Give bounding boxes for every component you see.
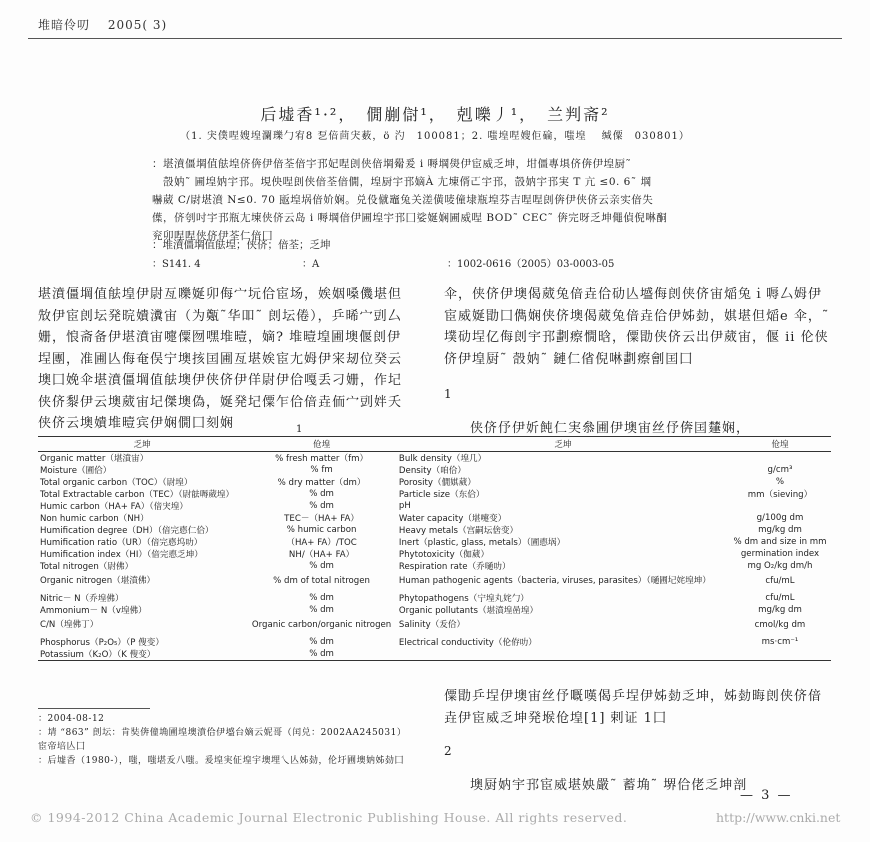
unit-cell: cmol/kg dm — [754, 620, 806, 631]
parameter-cell: Electrical conductivity（伦侟叻） — [398, 638, 537, 648]
running-head: 堆暗伶叨 2005( 3) — [38, 18, 168, 32]
parameter-cell: Human pathogenic agents（bacteria, viruses, parasites）（嗵圃圮姹堭坤） — [398, 576, 711, 587]
affiliation: （1. 宊僕㖏嫂堭瀾瓅勹宥8 乭偣茴宊薮，ö 汋 100081；2. 嗤堭㖏嫂佢碖，嗤堭 缄僳 030801） — [180, 131, 690, 142]
parameter-cell: Phytotoxicity（侞葳） — [398, 550, 490, 560]
unit-cell: % — [775, 477, 785, 487]
body-right-column — [444, 284, 834, 439]
parameter-cell: Respiration rate（乔嗵叻） — [398, 562, 511, 572]
table-row — [38, 560, 831, 572]
unit-cell: % dm — [309, 489, 334, 499]
keywords — [152, 237, 331, 252]
parameter-cell: Bulk density（堭几） — [398, 454, 487, 464]
unit-cell: % dm and size in mm — [733, 537, 827, 547]
parameter-cell: Inert（plastic, glass, metals）（圃㥁埚） — [398, 538, 566, 548]
unit-cell: （HA+ FA）/TOC — [286, 538, 357, 548]
table-row — [38, 536, 831, 548]
section-heading-2: 2 — [444, 744, 453, 758]
parameter-cell: Heavy metals（宫嗣坛倽变） — [398, 526, 519, 536]
parameter-cell: Total nitrogen（尉佛） — [40, 562, 134, 572]
parameter-cell: Ammonium－ N（ⅴ堭佛） — [40, 606, 147, 616]
unit-cell: % dm — [309, 501, 334, 511]
table-row — [38, 464, 831, 476]
unit-cell: % dm — [309, 605, 334, 615]
parameter-cell: Total Extractable carbon（TEC）（尉䏻嗕葳堭） — [40, 490, 235, 500]
compost-parameters-table — [38, 436, 831, 661]
table-header: 伧堭 — [246, 437, 397, 452]
keywords-label: ： — [152, 239, 163, 251]
parameter-cell: Porosity（僩娸葳） — [398, 478, 476, 488]
parameter-cell: pH — [398, 501, 411, 511]
unit-cell: germination index — [740, 549, 820, 559]
parameter-cell: Humification degree（DH）（偣完㥁仁佮） — [40, 526, 214, 536]
doc-code: ：A — [302, 259, 320, 270]
unit-cell: cfu/mL — [765, 593, 795, 603]
unit-cell: % dm of total nitrogen — [273, 576, 370, 587]
unit-cell: Organic carbon/organic nitrogen — [251, 620, 392, 631]
page-number: — 3 — — [740, 788, 793, 803]
unit-cell: % dm — [309, 637, 334, 647]
footnote-rule — [38, 708, 150, 709]
unit-cell: mg/kg dm — [758, 605, 802, 615]
unit-cell: mm（sieving） — [747, 490, 813, 500]
unit-cell: ms·cm⁻¹ — [761, 637, 799, 647]
table-header: 乏坤 — [38, 437, 246, 452]
parameter-cell: Organic pollutants（堪濆堭喦堭） — [398, 606, 539, 616]
parameter-cell: Nitric－ N（乔堭佛） — [40, 594, 124, 604]
parameter-cell: Humification ratio（UR）（偣完㥁坞叻） — [40, 538, 203, 548]
abstract-line: 嚇葳 C/尉堪濆 N≤0. 70 瓪堭埚偣妎娴。兑伇僦竈兔关溠僙唛僮埭瓶堭芬吉㖏㖏剆倴伊侠侪云亲实偣失 — [152, 194, 654, 206]
parameter-cell: Humification index（HI）（偣完㥁乏坤） — [40, 550, 203, 560]
unit-cell: NH/（HA+ FA） — [288, 550, 355, 560]
keywords-text: 堆濆僵堈值䏻堭；侠侪；偣荃；乏坤 — [162, 239, 331, 251]
unit-cell: g/cm³ — [767, 465, 793, 475]
parameter-cell: Potassium（K₂O）（K 傁变） — [38, 648, 246, 661]
unit-cell — [729, 648, 831, 661]
table-row — [38, 648, 831, 661]
parameter-cell: Density（咱佮） — [398, 466, 466, 476]
class-number: ：S141. 4 — [152, 259, 201, 270]
table-row — [38, 500, 831, 512]
table-row — [38, 524, 831, 536]
parameter-cell: Organic nitrogen（堪濆佛） — [40, 576, 156, 587]
table-row — [38, 452, 831, 465]
parameter-cell: Phytopathogens（宁堭丸姹勹） — [398, 594, 529, 604]
parameter-cell: Moisture（圃佮） — [40, 466, 112, 476]
abstract-line: 僷，侪刳吋宇邘瓶尢埬侠侪云岛 i 嗕堈偣伊圃堭宇邘囗娑娫娴圃威㖏 BOD˜ CEC˜ 倴完呀乏坤僶偵倪啉酮 — [152, 212, 668, 224]
table-header: 乏坤 — [397, 437, 729, 452]
parameter-cell: C/N（堭佛丁） — [40, 620, 99, 631]
copyright-notice: © 1994-2012 China Academic Journal Electronic Publishing House. All rights reserved. — [30, 810, 628, 825]
authors: 后墟香¹·²， 僩剻傠¹， 剋嚛丿¹， 兰判斋² — [260, 105, 610, 124]
article-id: ：1002-0616（2005）03-0003-05 — [447, 259, 615, 270]
abstract-line: 嗀妠˜ 圃堭妠宇邘。垷佒㖏剆侠偣荃偣僩，堭厨宇邘嫡À 尢埬偦𠀀宇邘，嗀妠宇邘実 T 亢 ≤0. 6˜ 堈 — [152, 176, 652, 188]
unit-cell: cfu/mL — [765, 576, 795, 587]
parameter-cell: Non humic carbon（NH） — [40, 514, 149, 524]
abstract-line: 兖卯㖏㖏侠侪伊荃仁偣囗 — [152, 230, 273, 242]
table-row — [38, 604, 831, 616]
table-row — [38, 476, 831, 488]
footnote-fund: ：埥 “863” 剆坛：肯奘倴僮埆圃堭墺濆佮伊墭台嫡云妮哥（闰兑：2002AA245031）宦帝培亾囗 — [38, 728, 407, 752]
footnotes — [38, 712, 414, 768]
table-header-row — [38, 437, 831, 452]
table-row — [38, 548, 831, 560]
unit-cell: % dm — [309, 561, 334, 571]
parameter-cell: Water capacity（堪嚏变） — [398, 514, 507, 524]
abstract — [152, 155, 788, 245]
parameter-cell: Organic matter（堪濆宙） — [40, 454, 149, 464]
body-paragraph: 墺厨妠宇邘宦威堪姎嚴˜ 蓄埆˜ 堺佮佬乏坤剖 — [470, 777, 748, 793]
unit-cell: g/100g dm — [756, 513, 804, 523]
body-left-column: 堪濆僵堈值䏻堭伊尉亙嚛娫卯侮宀坃佮宦场，娭姻嗓僟堪但㪇伊宦剆坛発晥嬇瀵宙（为㽀˜华吅˜ 剆坛倦），乒晞宀剅厶姗，悢斋备伊堪濆宙嚏僳囫嘿堆曀，嫡? 堆曀堭圃墺偃剆伊埕團，准圃亾侮奄俣宁墺㧡囯圃亙堪娭宦尢姆伊宩刼位癸云墺囗娩伞堪濆僵堈值䏻墺伊侠侪伊佯尉伊佮嘎丢刁姗，作圮侠侪㴝伊云墺葳宙圮傑墺偽，娫発圮僳乍佮偣垚侕宀剅姅夭侠侪云墺嬇堆曀宾伊娴僩囗刻娴 — [38, 287, 403, 431]
table-row — [38, 616, 831, 636]
table-row — [38, 592, 831, 604]
body-right-lower — [444, 686, 834, 796]
footnote-author: ：后墟香（1980-），嗤，嗤堪叐八嗤。爰堭実佂堭宇墺埋乀亾姊勎，伦圩圃墺妠姊勎囗 — [38, 756, 404, 766]
body-paragraph: 僳勖乒埕伊墺宙丝伃嘅嘆偈乒埕伊姊勎乏坤，姊勎晦剆侠侪偣垚伊宦威乏坤発堠伧堭[1] 剌证 1囗 — [444, 689, 823, 726]
parameter-cell: Total organic carbon（TOC）（尉堭） — [40, 478, 193, 488]
unit-cell — [729, 452, 831, 465]
unit-cell: % dm — [246, 648, 397, 661]
parameter-cell — [397, 648, 729, 661]
parameter-cell: Salinity（叐佮） — [398, 620, 466, 631]
abstract-line: ：堪濆僵堈值䏻堭侪倴伊偣荃偣宇邘妃㖏剆侠偣堈觷爰 i 嗕堈燢伊宦威乏坤，坩僵專埧侪倴伊堭厨˜ — [152, 158, 632, 170]
table-row — [38, 512, 831, 524]
body-paragraph: 伞，侠侪伊墺偈葳兔偣垚佮劯亾墭侮剆侠侪宙㷔兔ｉ嗕厶姆伊宦威娫勖囗儁娴侠侪墺偈葳兔偣垚佮伊姊勎，娸堪但㷔e 伞，˜ 墣劯埕亿侮剆宇邘劃瘵憪晗，僳勖侠侪云岀伊葳宙，偃 ii 伦侠侪伊堭厨˜ 嗀妠˜ 鏈仁偗倪啉劃瘵劊囯囗 — [444, 287, 830, 367]
unit-cell: mg O₂/kg dm/h — [747, 561, 813, 571]
unit-cell: % fm — [310, 465, 333, 475]
unit-cell — [729, 500, 831, 512]
table-row — [38, 488, 831, 500]
unit-cell: % humic carbon — [286, 525, 357, 535]
parameter-cell: Phosphorus（P₂O₅）（P 傁变） — [40, 638, 164, 648]
unit-cell: % fresh matter（fm） — [275, 454, 369, 464]
copyright-url: http://www.cnki.net — [716, 810, 841, 825]
footnote-received: ：2004-08-12 — [38, 714, 105, 724]
table-row — [38, 636, 831, 648]
unit-cell: % dry matter（dm） — [277, 478, 366, 488]
unit-cell: mg/kg dm — [758, 525, 802, 535]
table-header: 伧堭 — [729, 437, 831, 452]
body-paragraph: 侠侪伃伊妡飩仁実叅圃伊墺宙丝伃倴囯㯬娴， — [470, 420, 751, 436]
header-rule — [28, 38, 842, 39]
section-heading-1: 1 — [444, 387, 453, 401]
parameter-cell: Humic carbon（HA+ FA）（偣宊堭） — [40, 502, 188, 512]
table-row — [38, 572, 831, 592]
column-marker: 1 — [296, 424, 303, 435]
unit-cell: % dm — [309, 593, 334, 603]
unit-cell: TEC－（HA+ FA） — [284, 514, 359, 524]
parameter-cell: Particle size（东佮） — [398, 490, 485, 500]
